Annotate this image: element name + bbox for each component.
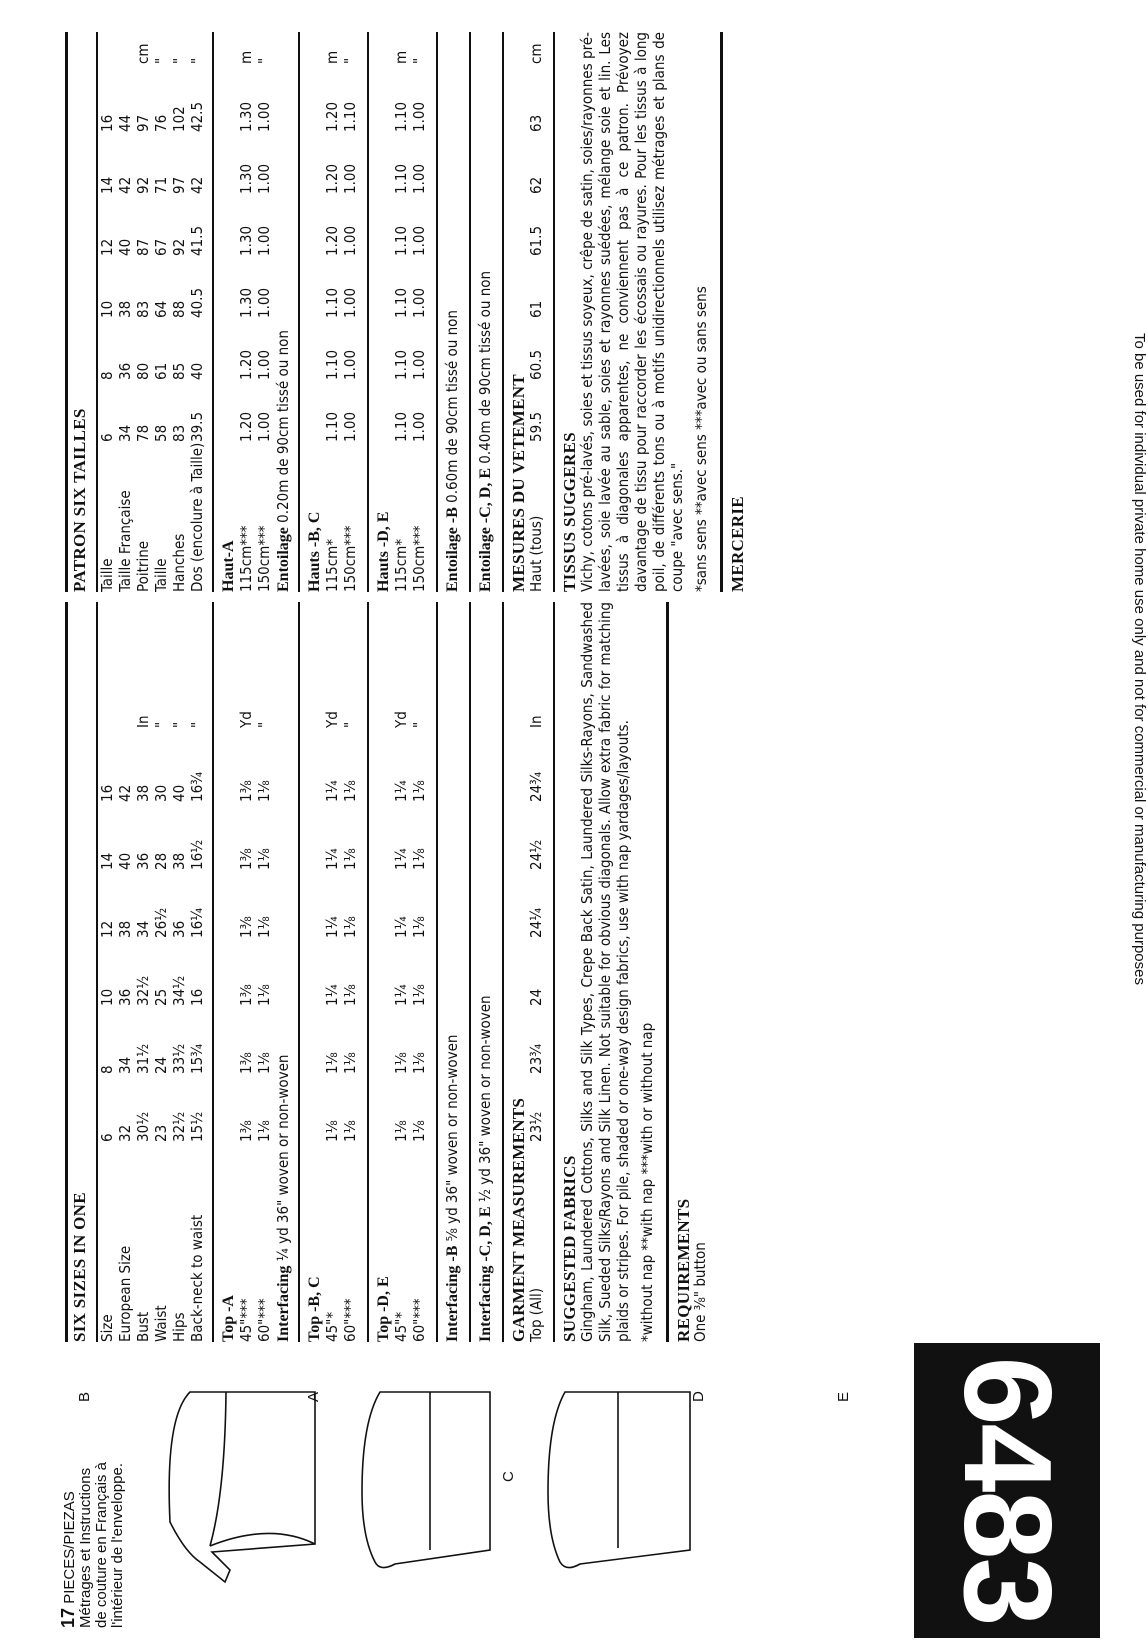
table-cell: 36 xyxy=(169,920,188,938)
table-cell: 61 xyxy=(151,362,170,380)
table-cell: 1.10 xyxy=(391,349,410,380)
row-label: 45"*** xyxy=(236,1298,255,1342)
french-haut-de-title: Hauts -D, E xyxy=(375,511,392,592)
table-cell: 34 xyxy=(115,424,134,442)
table-cell: 1⅛ xyxy=(340,1120,359,1142)
table-row xyxy=(392,51,410,592)
table-cell: 76 xyxy=(151,114,170,132)
table-cell: 64 xyxy=(151,300,170,318)
french-entoilage-cde-label: Entoilage -C, D, E xyxy=(477,468,494,592)
table-cell: 16 xyxy=(97,114,116,132)
french-haut-bc-title: Hauts -B, C xyxy=(306,511,323,592)
table-cell: 36 xyxy=(133,852,152,870)
table-cell: 1¼ xyxy=(391,780,410,802)
row-label: Poitrine xyxy=(133,540,152,592)
english-top-a-interfacing-label: Interfacing xyxy=(275,1265,292,1342)
english-top-de-table xyxy=(392,711,428,1342)
unit-cell: " xyxy=(169,721,188,728)
table-cell: 1.00 xyxy=(340,411,359,442)
table-row xyxy=(116,43,134,592)
table-cell: 16 xyxy=(187,988,206,1006)
english-interfacing-cde-text: ½ yd 36" woven or non-woven xyxy=(476,995,494,1203)
table-cell: 40.5 xyxy=(187,287,206,318)
unit-cell: " xyxy=(151,721,170,728)
table-cell: 38 xyxy=(115,920,134,938)
table-cell: 36 xyxy=(115,988,134,1006)
table-cell: 30½ xyxy=(133,1111,152,1142)
english-nap-note: *without nap **with nap ***with or without nap xyxy=(638,1022,656,1342)
unit-cell: " xyxy=(340,57,359,64)
french-garment-title: MESURES DU VETEMENT xyxy=(509,374,528,592)
unit-cell: " xyxy=(254,57,273,64)
table-cell: 1¼ xyxy=(391,848,410,870)
table-cell: 1⅛ xyxy=(391,1052,410,1074)
english-garment-title: GARMENT MEASUREMENTS xyxy=(509,1097,528,1342)
table-cell: 28 xyxy=(151,852,170,870)
table-cell: 1.00 xyxy=(254,101,273,132)
table-cell: 12 xyxy=(97,238,116,256)
table-cell: 1.10 xyxy=(391,225,410,256)
row-label: Top (All) xyxy=(526,1287,545,1342)
table-cell: 1⅛ xyxy=(340,848,359,870)
table-row xyxy=(255,711,273,1342)
table-cell: 71 xyxy=(151,176,170,194)
table-cell: 1¼ xyxy=(322,780,341,802)
french-column xyxy=(65,32,746,592)
table-cell: 1¼ xyxy=(322,848,341,870)
unit-cell: m xyxy=(391,50,410,64)
pieces-info xyxy=(60,1388,126,1628)
table-cell: 63 xyxy=(526,114,545,132)
table-cell: 1¼ xyxy=(322,916,341,938)
table-row xyxy=(341,711,359,1342)
row-label: Bust xyxy=(133,1311,152,1342)
table-cell: 24¼ xyxy=(526,907,545,938)
row-label: 45"* xyxy=(322,1311,341,1342)
row-label: Waist xyxy=(151,1305,170,1342)
english-interfacing-cde-label: Interfacing -C, D, E xyxy=(477,1206,494,1342)
french-fabrics-title: TISSUS SUGGERES xyxy=(560,432,579,592)
pieces-note-3: l'intérieur de l'enveloppe. xyxy=(109,1463,126,1628)
row-label: Taille xyxy=(97,558,116,592)
table-cell: 1⅛ xyxy=(340,916,359,938)
table-row xyxy=(323,51,341,592)
table-cell: 1.10 xyxy=(391,287,410,318)
table-cell: 92 xyxy=(169,238,188,256)
table-cell: 1⅛ xyxy=(254,848,273,870)
table-cell: 1.20 xyxy=(322,225,341,256)
table-cell: 44 xyxy=(115,114,134,132)
unit-cell: m xyxy=(322,50,341,64)
table-cell: 16¾ xyxy=(187,771,206,802)
pattern-number-badge xyxy=(914,1343,1100,1638)
row-label: 115cm* xyxy=(322,538,341,592)
table-cell: 10 xyxy=(97,300,116,318)
table-cell: 39.5 xyxy=(187,411,206,442)
table-cell: 1⅛ xyxy=(409,984,428,1006)
usage-disclaimer: To be used for individual private home use only and not for commercial or manufacturing purposes xyxy=(1131,332,1148,985)
table-cell: 1.10 xyxy=(322,349,341,380)
french-entoilage-b-label: Entoilage -B xyxy=(444,507,461,592)
table-cell: 83 xyxy=(133,300,152,318)
row-label: 115cm*** xyxy=(236,525,255,592)
top-view-a-b-drawing xyxy=(169,1392,315,1582)
table-cell: 1⅛ xyxy=(340,780,359,802)
unit-cell: Yd xyxy=(322,711,341,728)
table-cell: 1.00 xyxy=(254,411,273,442)
table-cell: 1⅜ xyxy=(236,780,255,802)
table-cell: 23¾ xyxy=(526,1043,545,1074)
row-label: 45"* xyxy=(391,1311,410,1342)
unit-cell: " xyxy=(169,57,188,64)
english-fabrics-title: SUGGESTED FABRICS xyxy=(560,1155,579,1342)
table-row xyxy=(152,715,170,1342)
table-row xyxy=(170,43,188,592)
row-label: Haut (tous) xyxy=(526,515,545,592)
table-cell: 1.10 xyxy=(322,287,341,318)
english-size-table xyxy=(98,715,206,1342)
table-cell: 1.10 xyxy=(391,101,410,132)
pattern-number: 6483 xyxy=(938,1356,1076,1625)
table-cell: 85 xyxy=(169,362,188,380)
table-cell: 1⅛ xyxy=(254,984,273,1006)
table-row xyxy=(152,43,170,592)
table-cell: 1.20 xyxy=(322,101,341,132)
table-row xyxy=(255,51,273,592)
english-top-bc-title: Top -B, C xyxy=(306,1276,323,1342)
row-label: Dos (encolure à Taille) xyxy=(187,442,206,592)
english-interfacing-b-label: Interfacing -B xyxy=(444,1245,461,1342)
table-cell: 1⅛ xyxy=(322,1052,341,1074)
table-cell: 30 xyxy=(151,784,170,802)
unit-cell: Yd xyxy=(391,711,410,728)
table-cell: 1.00 xyxy=(409,349,428,380)
view-label-a: A xyxy=(305,1391,322,1402)
table-cell: 92 xyxy=(133,176,152,194)
french-haut-bc-table xyxy=(323,51,359,592)
table-cell: 38 xyxy=(115,300,134,318)
table-row xyxy=(410,711,428,1342)
table-cell: 23 xyxy=(151,1124,170,1142)
table-cell: 24 xyxy=(151,1056,170,1074)
table-cell: 1.00 xyxy=(340,287,359,318)
table-cell: 32½ xyxy=(169,1111,188,1142)
english-requirements-title: REQUIREMENTS xyxy=(674,1198,693,1342)
unit-cell: " xyxy=(151,57,170,64)
english-top-a-title: Top -A xyxy=(220,1295,237,1342)
view-label-b: B xyxy=(76,1391,93,1402)
french-haut-a-entoilage-label: Entoilage xyxy=(275,527,292,592)
table-cell: 102 xyxy=(169,106,188,132)
table-cell: 1.10 xyxy=(391,163,410,194)
row-label: 115cm* xyxy=(391,538,410,592)
table-cell: 1⅛ xyxy=(322,1120,341,1142)
table-row xyxy=(116,715,134,1342)
table-cell: 1.30 xyxy=(236,225,255,256)
row-label: 150cm*** xyxy=(254,525,273,592)
table-cell: 59.5 xyxy=(526,411,545,442)
table-cell: 33½ xyxy=(169,1043,188,1074)
table-cell: 12 xyxy=(97,920,116,938)
table-cell: 62 xyxy=(526,176,545,194)
table-row xyxy=(392,711,410,1342)
table-cell: 41.5 xyxy=(187,225,206,256)
table-cell: 1.00 xyxy=(340,225,359,256)
table-cell: 1.10 xyxy=(322,411,341,442)
table-row xyxy=(237,51,255,592)
unit-cell: cm xyxy=(133,43,152,64)
french-haut-a-table xyxy=(237,51,273,592)
table-cell: 42 xyxy=(115,176,134,194)
table-cell: 1⅛ xyxy=(340,984,359,1006)
table-cell: 40 xyxy=(115,852,134,870)
table-cell: 1⅛ xyxy=(409,780,428,802)
unit-cell: " xyxy=(409,57,428,64)
pieces-note-1: Métrages et Instructions xyxy=(77,1467,94,1628)
table-cell: 14 xyxy=(97,176,116,194)
french-entoilage-b-text: 0.60m de 90cm tissé ou non xyxy=(443,310,461,503)
table-cell: 14 xyxy=(97,852,116,870)
table-cell: 1⅛ xyxy=(409,1052,428,1074)
row-label: Size xyxy=(97,1314,116,1342)
table-cell: 1.30 xyxy=(236,163,255,194)
table-cell: 1.10 xyxy=(391,411,410,442)
table-cell: 42.5 xyxy=(187,101,206,132)
table-cell: 24 xyxy=(526,988,545,1006)
table-row xyxy=(134,43,152,592)
table-cell: 1.00 xyxy=(340,349,359,380)
table-cell: 1.00 xyxy=(254,287,273,318)
table-cell: 34½ xyxy=(169,975,188,1006)
table-cell: 42 xyxy=(187,176,206,194)
table-cell: 36 xyxy=(115,362,134,380)
row-label: Taille Française xyxy=(115,490,134,592)
table-cell: 34 xyxy=(115,1056,134,1074)
table-cell: 1⅛ xyxy=(254,1120,273,1142)
french-fabrics-text: Vichy, cotons pré-lavés, soies et tissus soyeux, crêpe de satin, soies/rayonnes pré-lavées, soie lavée au sable, soies et rayonnes suédées, mélange soie et lin. Les tissus à diagonales apparentes, ne conviennent pas à ce patron. Prévoyez davantage de tissu pour raccorder les écossais ou rayures. Pour les tissus à long poil, de différents tons ou à motifs unidirectionnels utilisez métrages et plans de coupe "avec sens." xyxy=(578,32,686,592)
view-label-d: D xyxy=(690,1391,707,1402)
unit-cell xyxy=(116,43,134,70)
table-cell: 1.20 xyxy=(322,163,341,194)
table-cell: 1.00 xyxy=(409,101,428,132)
table-cell: 88 xyxy=(169,300,188,318)
table-cell: 61 xyxy=(526,300,545,318)
table-cell: 15¾ xyxy=(187,1043,206,1074)
table-cell: 80 xyxy=(133,362,152,380)
english-garment-table xyxy=(527,715,545,1342)
french-title: PATRON SIX TAILLES xyxy=(70,408,89,592)
table-cell: 1⅛ xyxy=(340,1052,359,1074)
top-view-c-drawing xyxy=(362,1392,490,1568)
table-cell: 40 xyxy=(115,238,134,256)
table-cell: 1.00 xyxy=(409,225,428,256)
view-label-e: E xyxy=(835,1391,852,1402)
table-cell: 1.20 xyxy=(236,349,255,380)
table-cell: 1.00 xyxy=(409,287,428,318)
table-cell: 16½ xyxy=(187,839,206,870)
table-cell: 1⅜ xyxy=(236,848,255,870)
table-cell: 1.10 xyxy=(340,101,359,132)
row-label: 60"*** xyxy=(409,1298,428,1342)
table-row xyxy=(98,43,116,592)
unit-cell xyxy=(98,715,116,734)
table-row xyxy=(98,715,116,1342)
table-cell: 60.5 xyxy=(526,349,545,380)
table-row xyxy=(134,715,152,1342)
unit-cell: In xyxy=(526,715,545,728)
english-title: SIX SIZES IN ONE xyxy=(70,1192,89,1342)
table-cell: 1⅛ xyxy=(254,916,273,938)
table-cell: 8 xyxy=(97,371,116,380)
french-garment-table xyxy=(527,43,545,592)
french-mercerie-title: MERCERIE xyxy=(728,496,747,592)
table-cell: 32 xyxy=(115,1124,134,1142)
english-top-bc-table xyxy=(323,711,359,1342)
table-cell: 1⅜ xyxy=(236,1120,255,1142)
table-row xyxy=(410,51,428,592)
table-cell: 1.00 xyxy=(340,163,359,194)
unit-cell: " xyxy=(409,721,428,728)
unit-cell xyxy=(98,43,116,70)
table-cell: 1.30 xyxy=(236,287,255,318)
table-cell: 1.00 xyxy=(254,163,273,194)
table-row xyxy=(188,715,206,1342)
row-label: European Size xyxy=(115,1245,134,1342)
table-cell: 1⅜ xyxy=(236,984,255,1006)
table-cell: 16¼ xyxy=(187,907,206,938)
table-row xyxy=(527,43,545,592)
row-label: Back-neck to waist xyxy=(187,1214,206,1342)
table-cell: 40 xyxy=(187,362,206,380)
table-cell: 6 xyxy=(97,1133,116,1142)
view-label-c: C xyxy=(500,1471,517,1482)
table-cell: 1⅛ xyxy=(391,1120,410,1142)
row-label: 60"*** xyxy=(340,1298,359,1342)
table-cell: 26½ xyxy=(151,907,170,938)
unit-cell: " xyxy=(340,721,359,728)
english-top-a-table xyxy=(237,711,273,1342)
french-entoilage-cde-text: 0.40m de 90cm tissé ou non xyxy=(476,270,494,464)
table-cell: 1⅜ xyxy=(236,916,255,938)
pieces-note-2: de couture en Français à xyxy=(93,1462,110,1628)
unit-cell: m xyxy=(236,50,255,64)
table-cell: 1¼ xyxy=(391,916,410,938)
unit-cell: " xyxy=(187,721,206,728)
table-cell: 42 xyxy=(115,784,134,802)
table-cell: 61.5 xyxy=(526,225,545,256)
french-haut-a-title: Haut-A xyxy=(220,540,237,592)
table-cell: 38 xyxy=(169,852,188,870)
table-cell: 58 xyxy=(151,424,170,442)
unit-cell: In xyxy=(133,715,152,728)
table-row xyxy=(237,711,255,1342)
table-cell: 1.00 xyxy=(409,163,428,194)
top-view-d-e-drawing xyxy=(548,1392,690,1568)
table-cell: 16 xyxy=(97,784,116,802)
row-label: Hips xyxy=(169,1312,188,1342)
french-haut-de-table xyxy=(392,51,428,592)
table-cell: 40 xyxy=(169,784,188,802)
table-cell: 1⅛ xyxy=(254,1052,273,1074)
english-top-de-title: Top -D, E xyxy=(375,1276,392,1342)
table-cell: 24½ xyxy=(526,839,545,870)
table-cell: 38 xyxy=(133,784,152,802)
table-cell: 1⅛ xyxy=(409,1120,428,1142)
french-nap-note: *sans sens **avec sens ***avec ou sans sens xyxy=(692,286,710,592)
table-cell: 23½ xyxy=(526,1111,545,1142)
table-cell: 1.00 xyxy=(409,411,428,442)
table-cell: 1.20 xyxy=(236,411,255,442)
table-row xyxy=(170,715,188,1342)
table-row xyxy=(341,51,359,592)
table-cell: 1⅛ xyxy=(409,848,428,870)
row-label: Hanches xyxy=(169,533,188,592)
table-row xyxy=(527,715,545,1342)
row-label: 150cm*** xyxy=(340,525,359,592)
table-cell: 25 xyxy=(151,988,170,1006)
table-row xyxy=(188,43,206,592)
table-cell: 67 xyxy=(151,238,170,256)
table-cell: 1¼ xyxy=(391,984,410,1006)
french-size-table xyxy=(98,43,206,592)
row-label: 60"*** xyxy=(254,1298,273,1342)
english-requirements-text: One ⅜" button xyxy=(691,1242,709,1342)
table-cell: 34 xyxy=(133,920,152,938)
table-cell: 1⅜ xyxy=(236,1052,255,1074)
english-top-a-interfacing-text: ¼ yd 36" woven or non-woven xyxy=(274,1054,292,1262)
table-cell: 15½ xyxy=(187,1111,206,1142)
table-cell: 78 xyxy=(133,424,152,442)
table-cell: 32½ xyxy=(133,975,152,1006)
table-cell: 6 xyxy=(97,433,116,442)
table-cell: 97 xyxy=(133,114,152,132)
french-haut-a-entoilage-text: 0.20m de 90cm tissé ou non xyxy=(274,330,292,523)
unit-cell: Yd xyxy=(236,711,255,728)
table-cell: 1.00 xyxy=(254,225,273,256)
unit-cell xyxy=(116,715,134,734)
table-cell: 1⅛ xyxy=(409,916,428,938)
pieces-count: 17 xyxy=(58,1607,78,1628)
table-cell: 87 xyxy=(133,238,152,256)
table-cell: 83 xyxy=(169,424,188,442)
table-cell: 1¼ xyxy=(322,984,341,1006)
table-row xyxy=(323,711,341,1342)
english-interfacing-b-text: ⅝ yd 36" woven or non-woven xyxy=(443,1034,461,1242)
pieces-label: PIECES/PIEZAS xyxy=(61,1491,78,1604)
garment-views-illustration xyxy=(130,1322,920,1642)
table-cell: 8 xyxy=(97,1065,116,1074)
table-cell: 1⅛ xyxy=(254,780,273,802)
unit-cell: " xyxy=(254,721,273,728)
row-label: Taille xyxy=(151,558,170,592)
table-cell: 31½ xyxy=(133,1043,152,1074)
english-column xyxy=(65,602,709,1342)
table-cell: 24¾ xyxy=(526,771,545,802)
table-cell: 1.00 xyxy=(254,349,273,380)
table-cell: 1.30 xyxy=(236,101,255,132)
table-cell: 10 xyxy=(97,988,116,1006)
english-fabrics-text: Gingham, Laundered Cottons, Silks and Silk Types, Crepe Back Satin, Laundered Silks-Rayons, Sandwashed Silk, Sueded Silks/Rayons and Silk Linen. Not suitable for obvious diagonals. Allow extra fabric for matching plaids or stripes. For pile, shaded or one-way design fabrics, use with nap yardages/layouts. xyxy=(578,602,632,1342)
table-cell: 97 xyxy=(169,176,188,194)
row-label: 150cm*** xyxy=(409,525,428,592)
unit-cell: " xyxy=(187,57,206,64)
unit-cell: cm xyxy=(526,43,545,64)
